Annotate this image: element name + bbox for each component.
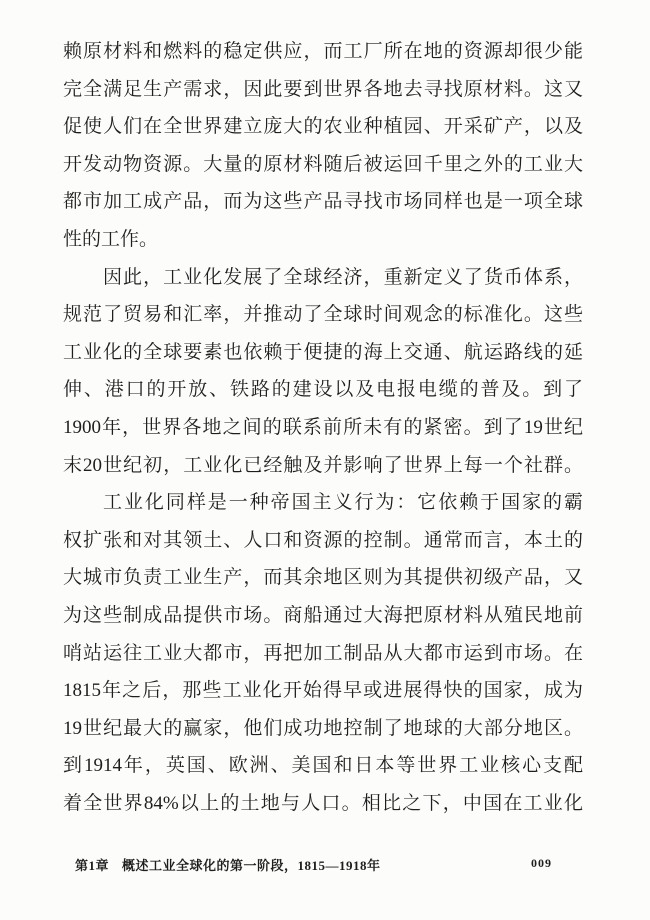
chapter-title: 概述工业全球化的第一阶段，1815—1918年 <box>122 858 381 873</box>
text-line: 19世纪最大的赢家，他们成功地控制了地球的大部分地区。 <box>63 717 583 739</box>
text-line: 工业化的全球要素也依赖于便捷的海上交通、航运路线的延 <box>63 341 583 363</box>
text-line: 规范了贸易和汇率，并推动了全球时间观念的标准化。这些 <box>63 304 583 326</box>
text-line: 大城市负责工业生产，而其余地区则为其提供初级产品，又 <box>63 567 583 589</box>
text-line: 哨站运往工业大都市，再把加工制品从大都市运到市场。在 <box>63 642 583 664</box>
text-line: 1900年，世界各地之间的联系前所未有的紧密。到了19世纪 <box>63 416 583 438</box>
text-line: 到1914年，英国、欧洲、美国和日本等世界工业核心支配 <box>63 755 583 777</box>
chapter-label: 第1章 <box>75 858 110 873</box>
text-line: 都市加工成产品，而为这些产品寻找市场同样也是一项全球 <box>63 191 583 213</box>
text-line: 着全世界84%以上的土地与人口。相比之下，中国在工业化 <box>63 792 583 814</box>
running-footer <box>75 855 381 874</box>
text-line: 权扩张和对其领土、人口和资源的控制。通常而言，本土的 <box>63 529 583 551</box>
text-line: 性的工作。 <box>63 228 159 250</box>
text-line: 促使人们在全世界建立庞大的农业种植园、开采矿产，以及 <box>63 116 583 138</box>
page-footer <box>75 855 587 877</box>
text-line: 伸、港口的开放、铁路的建设以及电报电缆的普及。到了 <box>63 379 583 401</box>
text-line: 因此，工业化发展了全球经济，重新定义了货币体系， <box>103 266 583 288</box>
text-line: 末20世纪初，工业化已经触及并影响了世界上每一个社群。 <box>63 454 583 476</box>
page-number: 009 <box>531 856 552 870</box>
text-line: 赖原材料和燃料的稳定供应，而工厂所在地的资源却很少能 <box>63 41 583 62</box>
text-line: 完全满足生产需求，因此要到世界各地去寻找原材料。这又 <box>63 78 583 100</box>
text-line: 开发动物资源。大量的原材料随后被运回千里之外的工业大 <box>63 153 583 175</box>
body-text <box>63 33 583 822</box>
text-line: 工业化同样是一种帝国主义行为：它依赖于国家的霸 <box>103 492 583 514</box>
text-line: 为这些制成品提供市场。商船通过大海把原材料从殖民地前 <box>63 604 583 626</box>
text-line: 1815年之后，那些工业化开始得早或进展得快的国家，成为 <box>63 680 583 702</box>
